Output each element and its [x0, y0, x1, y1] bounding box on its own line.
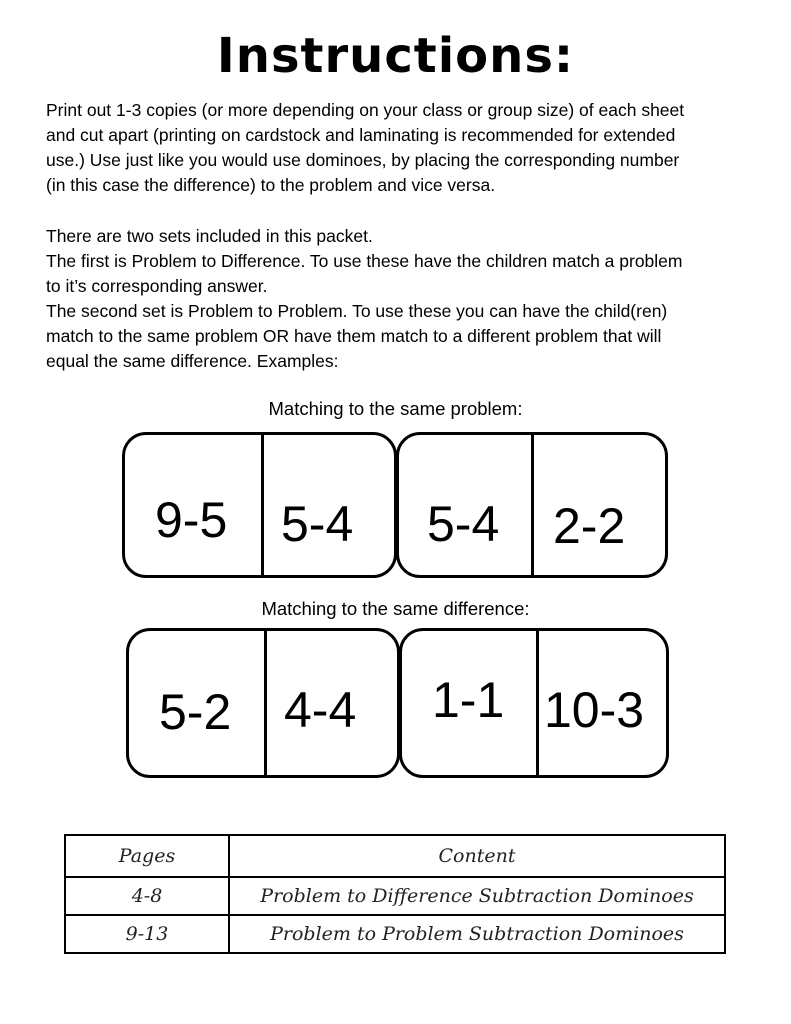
paragraph-line: match to the same problem OR have them match to a different problem that will: [46, 326, 662, 346]
paragraph-line: and cut apart (printing on cardstock and laminating is recommended for extended: [46, 125, 676, 145]
domino-left-value: 5-4: [427, 496, 500, 552]
paragraph-line: There are two sets included in this packet.: [46, 226, 373, 246]
domino-left-value: 9-5: [155, 492, 228, 548]
sets-paragraph: [46, 224, 766, 374]
column-header-content: Content: [229, 835, 725, 877]
domino-divider: [261, 435, 264, 575]
paragraph-line: equal the same difference. Examples:: [46, 351, 339, 371]
domino-divider: [531, 435, 534, 575]
domino: [396, 432, 668, 578]
domino-divider: [536, 631, 539, 775]
table-cell-content: Problem to Difference Subtraction Dominoes: [229, 877, 725, 915]
table-cell-content: Problem to Problem Subtraction Dominoes: [229, 915, 725, 953]
table-row: [65, 915, 725, 953]
table-header-row: [65, 835, 725, 877]
column-header-pages: Pages: [65, 835, 229, 877]
domino-right-value: 10-3: [544, 682, 645, 738]
domino: [126, 628, 400, 778]
example-caption-same-difference: Matching to the same difference:: [261, 598, 530, 619]
domino-right-value: 4-4: [284, 682, 357, 738]
table-row: [65, 877, 725, 915]
page-title: Instructions:: [216, 28, 575, 84]
domino-right-value: 5-4: [281, 496, 354, 552]
domino: [122, 432, 397, 578]
paragraph-line: Print out 1-3 copies (or more depending on your class or group size) of each sheet: [46, 100, 685, 120]
domino: [399, 628, 669, 778]
table-cell-pages: 9-13: [65, 915, 229, 953]
domino-left-value: 5-2: [159, 684, 232, 740]
paragraph-line: to it’s corresponding answer.: [46, 276, 268, 296]
table-cell-pages: 4-8: [65, 877, 229, 915]
instructions-paragraph: [46, 98, 766, 198]
example-caption-same-problem: Matching to the same problem:: [268, 398, 523, 419]
paragraph-line: use.) Use just like you would use dominoes, by placing the corresponding number: [46, 150, 680, 170]
paragraph-line: (in this case the difference) to the problem and vice versa.: [46, 175, 496, 195]
domino-left-value: 1-1: [432, 672, 505, 728]
pages-table: [64, 834, 726, 954]
paragraph-line: The first is Problem to Difference. To use these have the children match a problem: [46, 251, 683, 271]
domino-right-value: 2-2: [553, 498, 626, 554]
domino-divider: [264, 631, 267, 775]
paragraph-line: The second set is Problem to Problem. To use these you can have the child(ren): [46, 301, 668, 321]
